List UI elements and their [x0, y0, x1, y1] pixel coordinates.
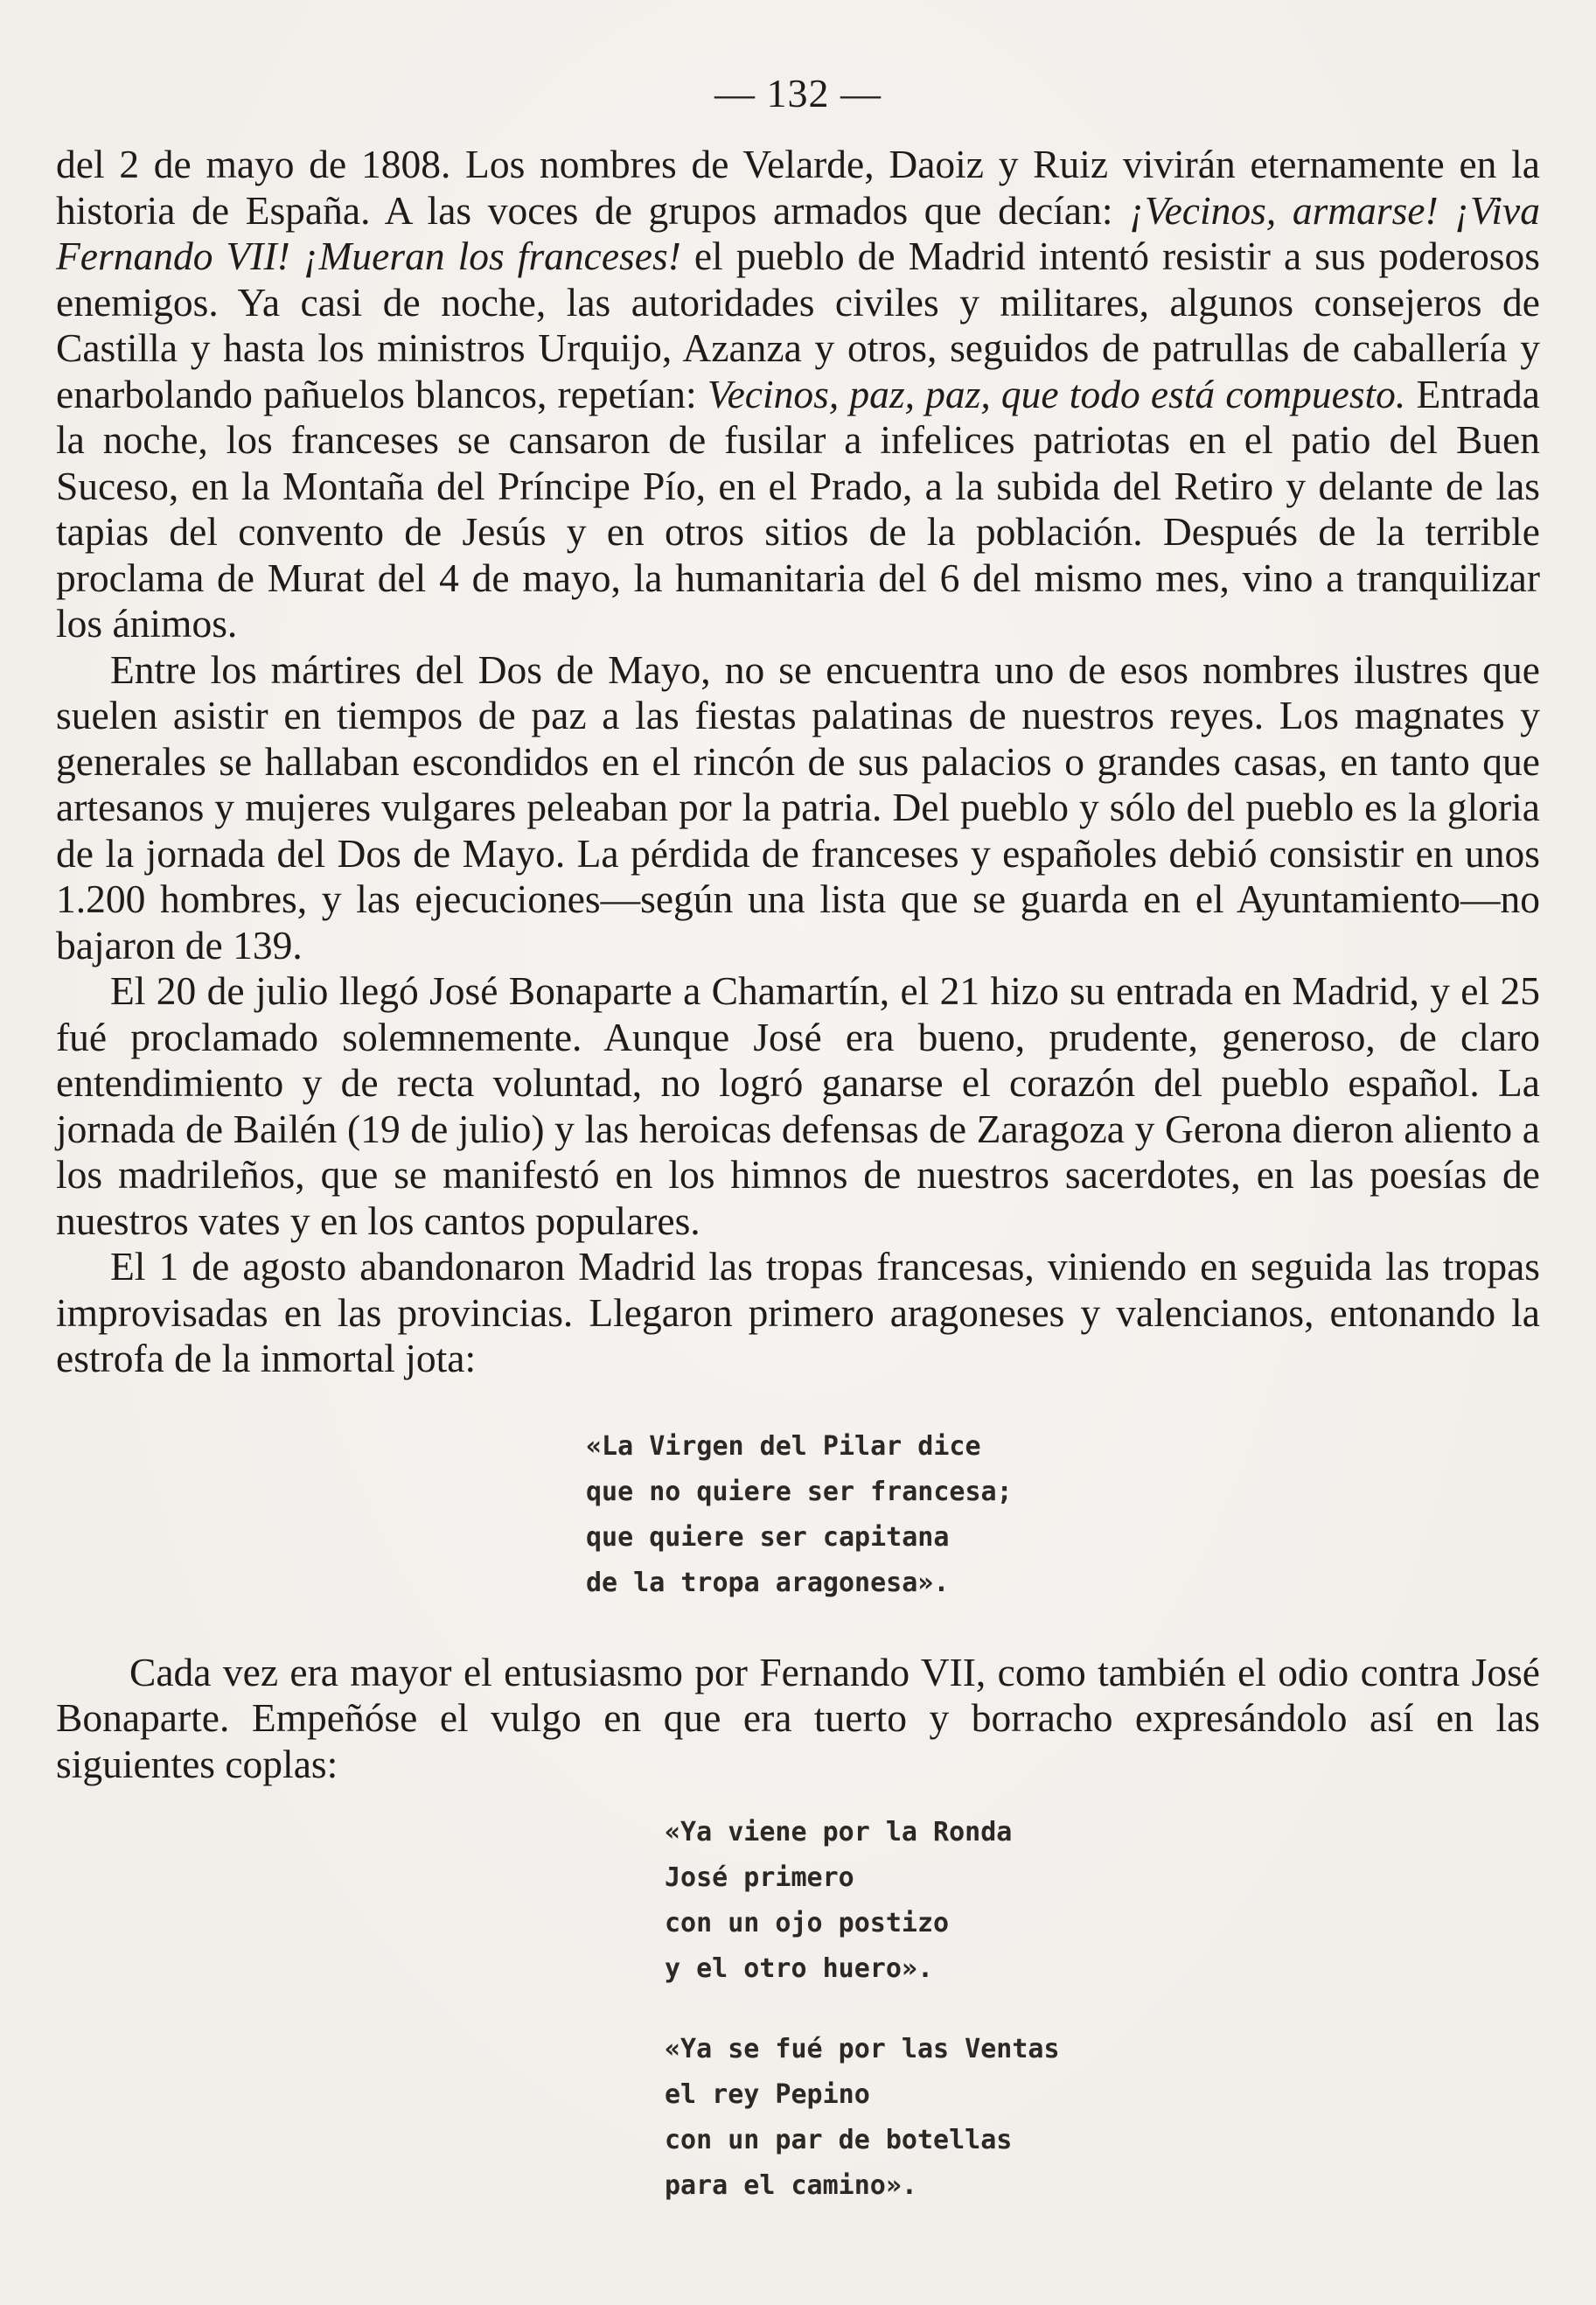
italic-quote-vecinos-paz: Vecinos, paz, paz, que todo está compuesto. — [707, 371, 1406, 416]
verse-jota — [586, 1424, 1540, 1606]
verse-line: que no quiere ser francesa; — [586, 1476, 1013, 1507]
paragraph-text: del 2 de mayo de 1808. Los nombres de Velarde, Daoiz y Ruiz vivirán eternamente en la historia de España. A las voces de grupos armados que decían: — [56, 142, 1540, 233]
paragraph-agosto: El 1 de agosto abandonaron Madrid las tropas francesas, viniendo en seguida las tropas improvisadas en las provincias. Llegaron primero aragoneses y valencianos, entonando la estrofa de la inmortal jota: — [56, 1244, 1540, 1380]
verse-line: para el camino». — [665, 2170, 917, 2201]
verse-copla-ronda — [665, 1810, 1540, 1992]
italic-quote-vecinos-armarse: ¡Vecinos, armarse! ¡Viva Fernando VII! ¡Mueran los franceses! — [56, 187, 1540, 278]
verse-line: «La Virgen del Pilar dice — [586, 1430, 981, 1462]
verse-line: que quiere ser capitana — [586, 1521, 950, 1553]
verse-line: José primero — [665, 1862, 854, 1893]
paragraph-martires: Entre los mártires del Dos de Mayo, no se encuentra uno de esos nombres ilustres que suelen asistir en tiempos de paz a las fiestas palatinas de nuestros reyes. Los magnates y generales se hallaban escondidos en el rincón de sus palacios o grandes casas, en tanto que artesanos y mujeres vulgares peleaban por la patria. Del pueblo y sólo del pueblo es la gloria de la jornada del Dos de Mayo. La pérdida de franceses y españoles debió consistir en unos 1.200 hombres, y las ejecuciones—según una lista que se guarda en el Ayuntamiento—no bajaron de 139. — [56, 646, 1540, 967]
verse-line: y el otro huero». — [665, 1953, 934, 1984]
verse-copla-ventas — [665, 2027, 1540, 2209]
paragraph-coplas: Cada vez era mayor el entusiasmo por Fernando VII, como también el odio contra José Bonaparte. Empeñóse el vulgo en que era tuerto y borracho expresándolo así en las siguientes coplas: — [56, 1649, 1540, 1786]
verse-line: el rey Pepino — [665, 2079, 870, 2110]
paragraph-jose-bonaparte: El 20 de julio llegó José Bonaparte a Chamartín, el 21 hizo su entrada en Madrid, y el 25 fué proclamado solemnemente. Aunque José era bueno, prudente, generoso, de claro entendimiento y de recta voluntad, no logró ganarse el corazón del pueblo español. La jornada de Bailén (19 de julio) y las heroicas defensas de Zaragoza y Gerona dieron aliento a los madrileños, que se manifestó en los himnos de nuestros sacerdotes, en las poesías de nuestros vates y en los cantos populares. — [56, 968, 1540, 1243]
paragraph-text: Entrada la noche, los franceses se cansaron de fusilar a infelices patriotas en el patio del Buen Suceso, en la Montaña del Príncipe Pío, en el Prado, a la subida del Retiro y delante de las tapias del convento de Jesús y en otros sitios de la población. Después de la terrible proclama de Murat del 4 de mayo, la humanitaria del 6 del mismo mes, vino a tranquilizar los ánimos. — [56, 371, 1540, 646]
verse-line: con un par de botellas — [665, 2125, 1013, 2155]
verse-line: con un ojo postizo — [665, 1908, 950, 1938]
page-body — [56, 142, 1540, 2209]
verse-line: de la tropa aragonesa». — [586, 1567, 950, 1598]
paragraph-text: el pueblo de Madrid intentó resistir a sus poderosos enemigos. Ya casi de noche, las autoridades civiles y militares, algunos consejeros de Castilla y hasta los ministros Urquijo, Azanza y otros, seguidos de patrullas de caballería y enarbolando pañuelos blancos, repetían: — [56, 234, 1540, 416]
paragraph-dos-de-mayo — [56, 142, 1540, 647]
page-number: — 132 — — [714, 71, 882, 115]
verse-line: «Ya viene por la Ronda — [665, 1817, 1013, 1847]
verse-line: «Ya se fué por las Ventas — [665, 2034, 1060, 2064]
